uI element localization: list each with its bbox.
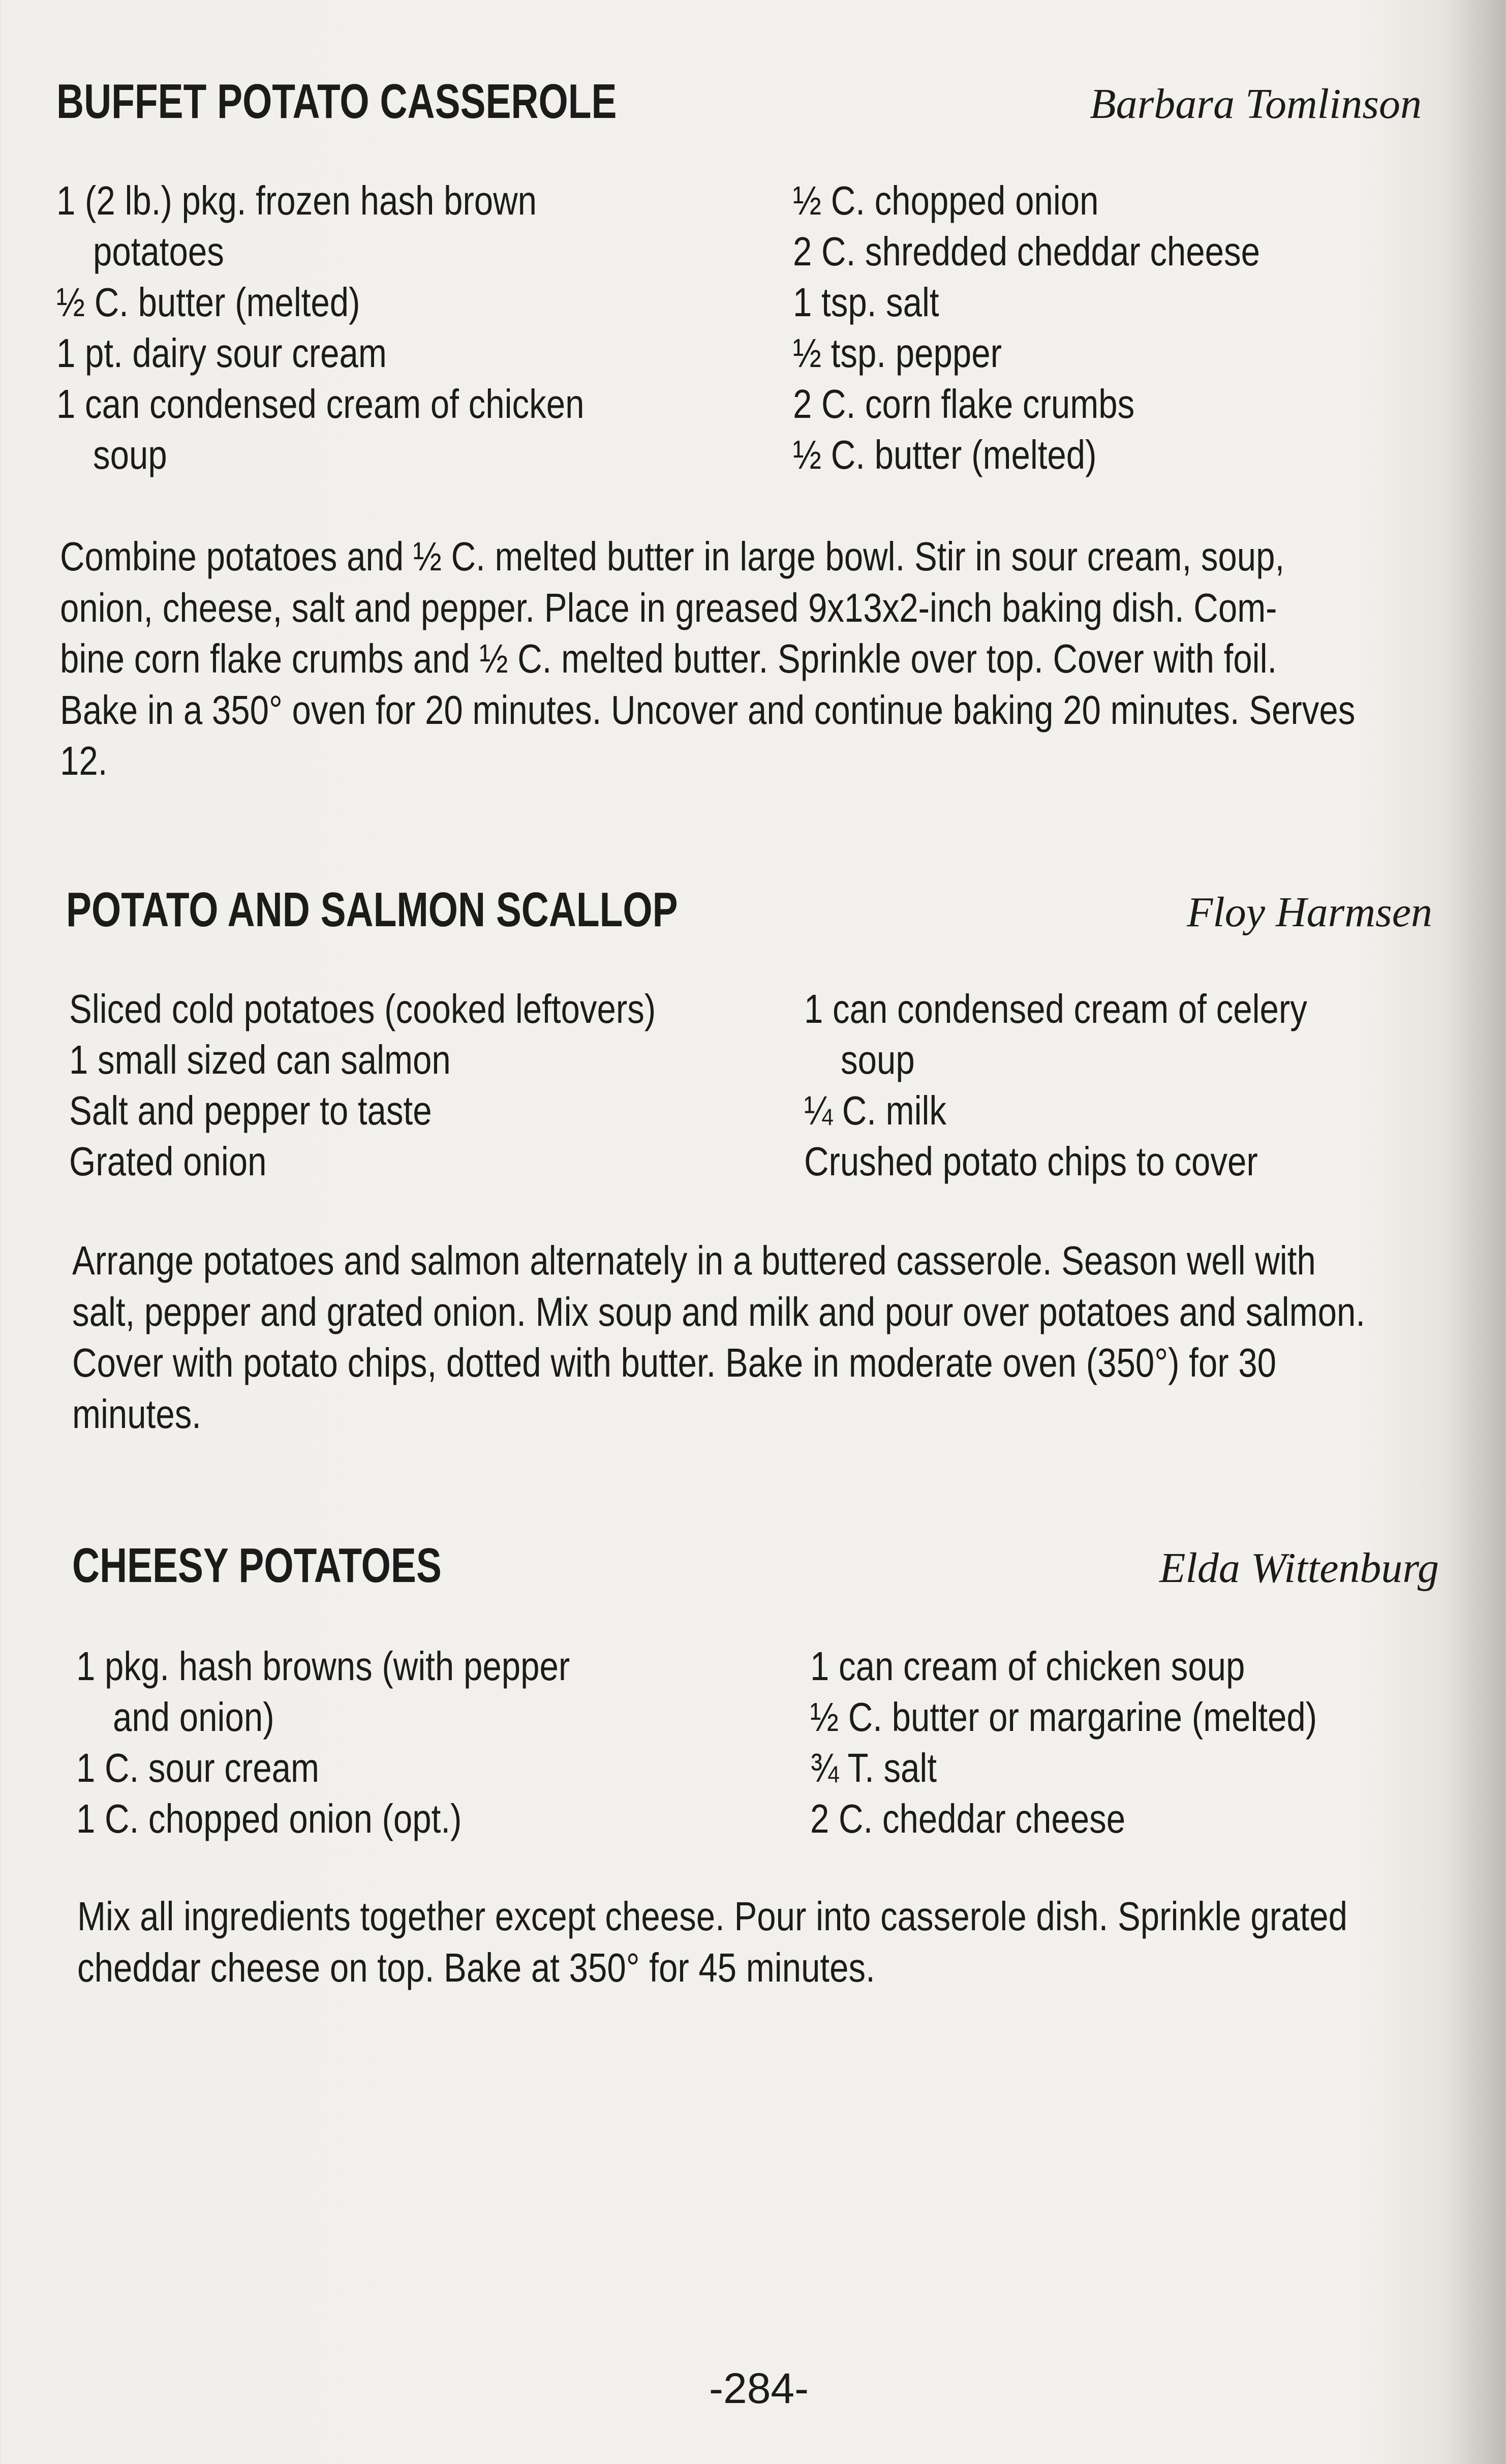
ingredient-line: [793, 226, 1349, 277]
recipe-title: POTATO AND SALMON SCALLOP: [66, 883, 678, 937]
ingredient-line: [56, 379, 685, 430]
ingredient-text: 1 can condensed cream of celery: [804, 986, 1307, 1031]
ingredients-right-column: [793, 175, 1349, 480]
ingredient-line: [804, 1136, 1403, 1187]
recipe-directions: [77, 1891, 1506, 1993]
ingredient-text: potatoes: [93, 229, 224, 274]
recipe-directions: [72, 1235, 1506, 1440]
directions-line: [60, 583, 1506, 634]
ingredient-text: 1 can condensed cream of chicken: [56, 381, 585, 427]
ingredient-line: [793, 277, 1349, 328]
ingredient-line: [56, 430, 685, 480]
ingredient-line: [810, 1641, 1413, 1692]
ingredient-text: ¼ C. milk: [804, 1088, 947, 1133]
ingredient-line: [810, 1743, 1413, 1793]
ingredients-right-column: [810, 1641, 1413, 1844]
directions-text: onion, cheese, salt and pepper. Place in greased 9x13x2-inch baking dish. Com-: [60, 585, 1277, 630]
recipe-author: Elda Wittenburg: [1159, 1544, 1439, 1592]
directions-text: Mix all ingredients together except cheese. Pour into casserole dish. Sprinkle grated: [77, 1894, 1347, 1939]
directions-line: [60, 531, 1506, 583]
ingredient-text: 2 C. shredded cheddar cheese: [793, 229, 1261, 274]
recipe-author: Floy Harmsen: [1187, 889, 1432, 936]
ingredient-line: [69, 984, 767, 1035]
ingredient-text: 1 pkg. hash browns (with pepper: [76, 1644, 570, 1689]
ingredient-line: [793, 175, 1349, 226]
ingredient-line: [69, 1136, 767, 1187]
ingredient-text: ½ C. butter (melted): [793, 432, 1097, 477]
ingredient-line: [56, 277, 685, 328]
ingredient-line: [56, 226, 685, 277]
ingredient-line: [76, 1743, 664, 1793]
directions-text: minutes.: [72, 1391, 201, 1437]
directions-text: 12.: [60, 738, 108, 783]
ingredient-line: [804, 984, 1403, 1035]
directions-text: cheddar cheese on top. Bake at 350° for 45 minutes.: [77, 1944, 875, 1990]
ingredient-text: Salt and pepper to taste: [69, 1088, 432, 1133]
ingredient-text: Crushed potato chips to cover: [804, 1139, 1258, 1184]
ingredient-line: [810, 1692, 1413, 1743]
ingredient-text: 2 C. cheddar cheese: [810, 1796, 1126, 1841]
ingredient-text: Sliced cold potatoes (cooked leftovers): [69, 986, 656, 1031]
ingredient-line: [810, 1793, 1413, 1844]
ingredient-line: [804, 1035, 1403, 1085]
ingredients-left-column: [69, 984, 767, 1187]
directions-text: Arrange potatoes and salmon alternately in a buttered casserole. Season well with: [72, 1238, 1316, 1283]
ingredient-text: soup: [841, 1037, 915, 1082]
page-number: -284-: [709, 2364, 809, 2412]
ingredient-text: 1 C. chopped onion (opt.): [76, 1796, 462, 1841]
ingredient-line: [76, 1692, 664, 1743]
directions-line: [72, 1235, 1506, 1287]
ingredient-text: Grated onion: [69, 1139, 267, 1184]
ingredient-text: 1 pt. dairy sour cream: [56, 330, 387, 376]
ingredient-line: [69, 1035, 767, 1085]
ingredient-line: [76, 1793, 664, 1844]
ingredient-text: ½ C. chopped onion: [793, 178, 1099, 223]
recipe-title: BUFFET POTATO CASSEROLE: [56, 74, 617, 129]
directions-line: [60, 685, 1506, 736]
directions-text: Combine potatoes and ½ C. melted butter in large bowl. Stir in sour cream, soup,: [60, 534, 1285, 579]
ingredient-text: 2 C. corn flake crumbs: [793, 381, 1135, 427]
ingredients-left-column: [76, 1641, 664, 1844]
ingredients-left-column: [56, 175, 685, 480]
directions-text: salt, pepper and grated onion. Mix soup and milk and pour over potatoes and salmon.: [72, 1289, 1365, 1334]
ingredient-text: 1 can cream of chicken soup: [810, 1644, 1245, 1689]
directions-text: Cover with potato chips, dotted with butter. Bake in moderate oven (350°) for 30: [72, 1340, 1276, 1385]
directions-line: [60, 633, 1506, 685]
recipe-directions: [60, 531, 1506, 787]
ingredient-text: 1 (2 lb.) pkg. frozen hash brown: [56, 178, 537, 223]
ingredient-line: [56, 175, 685, 226]
ingredient-text: soup: [93, 432, 167, 477]
directions-text: bine corn flake crumbs and ½ C. melted butter. Sprinkle over top. Cover with foil.: [60, 636, 1277, 681]
ingredient-text: ½ C. butter (melted): [56, 280, 360, 325]
ingredient-text: and onion): [113, 1694, 274, 1740]
ingredient-text: ½ C. butter or margarine (melted): [810, 1694, 1317, 1740]
ingredient-line: [804, 1085, 1403, 1136]
directions-line: [77, 1942, 1506, 1994]
ingredient-text: 1 C. sour cream: [76, 1745, 320, 1790]
ingredient-text: ½ tsp. pepper: [793, 330, 1002, 376]
ingredient-text: ¾ T. salt: [810, 1745, 937, 1790]
ingredient-text: 1 small sized can salmon: [69, 1037, 451, 1082]
ingredient-line: [76, 1641, 664, 1692]
recipe-title: CHEESY POTATOES: [72, 1538, 442, 1593]
recipe-author: Barbara Tomlinson: [1090, 80, 1422, 128]
ingredient-line: [793, 328, 1349, 379]
ingredient-line: [56, 328, 685, 379]
ingredients-right-column: [804, 984, 1403, 1187]
ingredient-line: [793, 379, 1349, 430]
ingredient-text: 1 tsp. salt: [793, 280, 939, 325]
directions-line: [77, 1891, 1506, 1942]
ingredient-line: [793, 430, 1349, 480]
directions-text: Bake in a 350° oven for 20 minutes. Uncover and continue baking 20 minutes. Serves: [60, 687, 1356, 733]
directions-line: [72, 1389, 1506, 1440]
directions-line: [72, 1287, 1506, 1338]
directions-line: [60, 736, 1506, 787]
directions-line: [72, 1337, 1506, 1389]
ingredient-line: [69, 1085, 767, 1136]
